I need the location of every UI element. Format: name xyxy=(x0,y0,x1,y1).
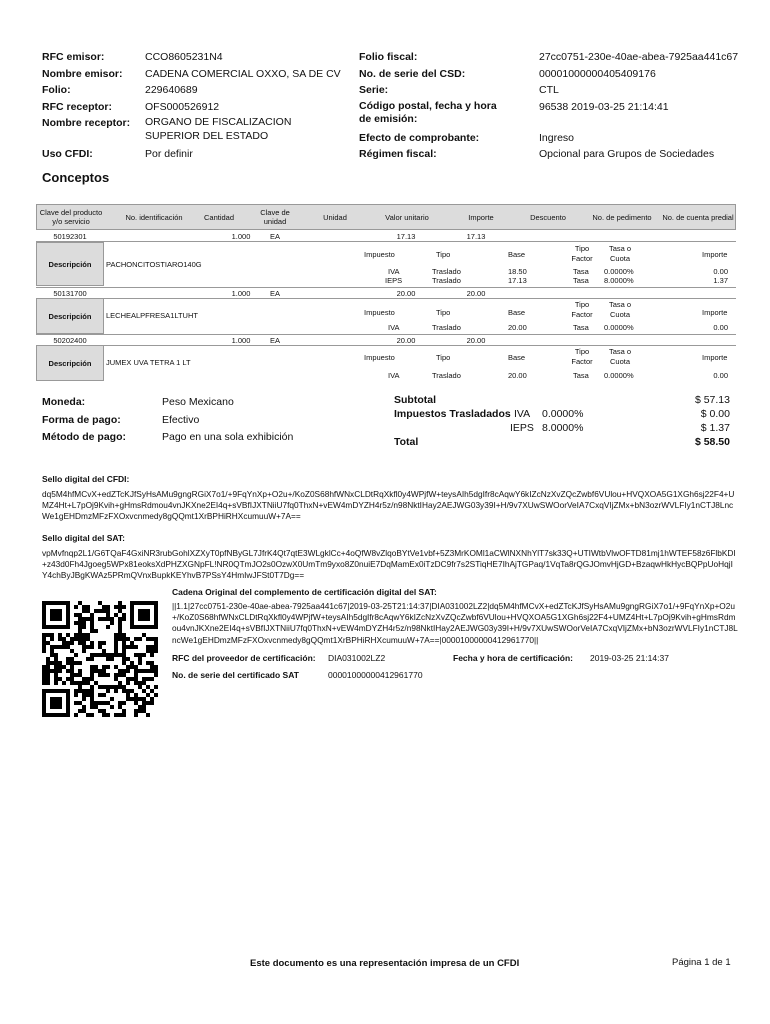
field-value: Peso Mexicano xyxy=(162,396,234,408)
col-no-pedimento: No. de pedimento xyxy=(592,213,652,222)
field-label: Efecto de comprobante: xyxy=(359,131,480,144)
item-descripcion: PACHONCITOSTIARO140G xyxy=(106,260,202,269)
field-label: Moneda: xyxy=(42,396,86,408)
fecha-cert-value: 2019-03-25 21:14:37 xyxy=(590,653,669,663)
tax-importe: 0.00 xyxy=(713,267,728,276)
field-value: ORGANO DE FISCALIZACION SUPERIOR DEL ESTADO xyxy=(145,116,292,142)
col-clave: Clave del producto y/o servicio xyxy=(39,208,103,226)
field-label: Método de pago: xyxy=(42,431,126,443)
item-unidad: EA xyxy=(269,336,280,345)
totals-block xyxy=(394,393,730,449)
folio-fiscal-row xyxy=(359,49,739,66)
cadena-value: ||1.1|27cc0751-230e-40ae-abea-7925aa441c67|2019-03-25T21:14:37|DIA031002LZ2|dq5M4hfMCvX+edZTcKJfSyHsAMu9gngRGiX7o1/+9FqYnXp+O2u+/KoZ0S68hfWNxCLDtRqXkfl0y4WPjfW+teysAIh5dgIfr8cAqwY6kIZcNzXvZQcZwbf6VUlou+HVQXOA5G1XGh6sj22F4+UMZ4Ht+L7pOj9Kvih+gHmsRdmou4vnJKXne2EI4q+sVBfIJXTNiiU7fq0ThxN+vEW4mDYZH4r5z/n98NktIHay2AEJWG03y39I+H/9v7XUwSWOorVeIA7CxqVIjZMx+bN3ozrWVLFIy1nCTJ8LncWe1gEHDmzMFzFXOxvcnmedy8gQQmt1XrBPHiRHXcumuuW+7A==|00001000000412961770|| xyxy=(172,601,738,645)
item-importe: 17.13 xyxy=(466,232,486,241)
item-importe: 20.00 xyxy=(466,336,486,345)
tax-base: 20.00 xyxy=(508,323,527,332)
tax-h-base: Base xyxy=(508,308,526,317)
tax-h-impuesto: Impuesto xyxy=(364,308,395,317)
tax-base: 17.13 xyxy=(508,276,527,285)
col-importe: Importe xyxy=(468,213,494,222)
descripcion-label: Descripción xyxy=(48,260,92,269)
field-value: 00001000000405409176 xyxy=(539,67,656,80)
tax-h-importe: Importe xyxy=(702,250,728,259)
sello-cfdi-label: Sello digital del CFDI: xyxy=(42,474,130,484)
iva-label: IVA xyxy=(514,408,531,420)
iva-amount: $ 0.00 xyxy=(700,408,730,420)
tax-impuesto: IVA xyxy=(388,371,400,380)
tax-factor: Tasa xyxy=(573,371,589,380)
tax-tipo: Traslado xyxy=(432,267,461,276)
field-value: Opcional para Grupos de Sociedades xyxy=(539,148,715,160)
total-label: Total xyxy=(394,436,419,448)
col-no-ident: No. identificación xyxy=(125,213,183,222)
tax-h-tipo: Tipo xyxy=(436,308,451,317)
footer-note: Este documento es una representación impresa de un CFDI xyxy=(250,958,520,969)
tax-tipo: Traslado xyxy=(432,323,461,332)
field-value: CADENA COMERCIAL OXXO, SA DE CV xyxy=(145,67,341,80)
tax-importe: 0.00 xyxy=(713,371,728,380)
item-cantidad: 1.000 xyxy=(231,232,251,241)
folio-row xyxy=(42,82,352,99)
cadena-label: Cadena Original del complemento de certificación digital del SAT: xyxy=(172,587,437,597)
moneda-row xyxy=(42,394,362,412)
page-number: Página 1 de 1 xyxy=(672,957,731,968)
forma-pago-row xyxy=(42,412,362,430)
rfc-prov-label: RFC del proveedor de certificación: xyxy=(172,653,316,663)
tax-h-tipo: Tipo xyxy=(436,250,451,259)
uso-cfdi-row xyxy=(42,146,352,163)
fecha-cert-label: Fecha y hora de certificación: xyxy=(453,653,573,663)
tax-h-importe: Importe xyxy=(702,308,728,317)
ieps-rate: 8.0000% xyxy=(542,422,584,434)
field-label: RFC receptor: xyxy=(42,100,113,113)
emision-row xyxy=(359,99,739,130)
field-label: Forma de pago: xyxy=(42,413,121,426)
item-clave: 50202400 xyxy=(53,336,87,345)
tax-base: 18.50 xyxy=(508,267,527,276)
regimen-row xyxy=(359,146,739,163)
field-label: No. de serie del CSD: xyxy=(359,67,466,80)
iva-rate: 0.0000% xyxy=(542,408,584,420)
field-value: Por definir xyxy=(145,148,193,160)
no-serie-sat-label: No. de serie del certificado SAT xyxy=(172,670,299,680)
field-label: RFC emisor: xyxy=(42,51,105,63)
tax-h-base: Base xyxy=(508,353,526,362)
payment-block xyxy=(42,394,362,447)
field-label: Nombre receptor: xyxy=(42,117,131,129)
issuer-block xyxy=(42,49,352,163)
item-valor: 20.00 xyxy=(396,289,416,298)
tax-factor: Tasa xyxy=(573,267,589,276)
col-no-cuenta: No. de cuenta predial xyxy=(662,213,734,222)
ieps-label: IEPS xyxy=(510,422,534,434)
subtotal-value: $ 57.13 xyxy=(694,394,730,406)
impuestos-label: Impuestos Trasladados xyxy=(394,408,511,420)
item-unidad: EA xyxy=(269,232,280,241)
tax-tipo: Traslado xyxy=(432,371,461,380)
sello-sat-label: Sello digital del SAT: xyxy=(42,533,125,543)
tax-importe: 0.00 xyxy=(713,323,728,332)
col-valor-unitario: Valor unitario xyxy=(385,213,429,222)
item-clave: 50131700 xyxy=(53,289,87,298)
item-valor: 17.13 xyxy=(396,232,416,241)
descripcion-label-cell xyxy=(36,242,104,286)
field-value: CCO8605231N4 xyxy=(145,51,223,63)
tax-h-factor: Tipo Factor xyxy=(571,347,593,366)
total-value: $ 58.50 xyxy=(694,436,730,448)
item-unidad: EA xyxy=(269,289,280,298)
tax-h-tasa: Tasa o Cuota xyxy=(608,347,632,366)
item-descripcion: JUMEX UVA TETRA 1 LT xyxy=(106,358,191,367)
sello-sat-value: vpMvfnqp2L1/G6TQaF4GxiNR3rubGohlXZXyT0pfNByGL7JfrK4Qt7qtE3WLgklCc+4oQfW8vZlqoBYtVe1vbf+5Z3MrKOMl1aCWlNXNhYlT7sk33Q+UTIWtbVlwOFTD81mj1hWTEF58z6FlbKDI+z43d0Fh4Jgoeg5WPx81eoksXdPHZXGNpFL!NR0QTmJO2s0OzwX0UmTm9yxo8Z0nuiE7DqMamEx0iTzDC9fr7s2STiqHE7IhAjTGPaq/1VqTa8rQGJOmvHjGD+BzaqwHkHycBQPpUoHqjIY4chByJBgKWAz5PRmQVnxBupkKEYhvB7PSsY4HmIwJFSt0T7Dg== xyxy=(42,548,736,581)
item-importe: 20.00 xyxy=(466,289,486,298)
rfc-prov-value: DIA031002LZ2 xyxy=(328,653,386,663)
tax-h-importe: Importe xyxy=(702,353,728,362)
field-value: CTL xyxy=(539,84,559,96)
item-row xyxy=(36,231,736,242)
field-value: Ingreso xyxy=(539,131,575,144)
tax-impuesto: IVA xyxy=(388,267,400,276)
tax-h-factor: Tipo Factor xyxy=(571,300,593,319)
field-label: Régimen fiscal: xyxy=(359,148,437,160)
item-detail xyxy=(36,345,736,381)
tax-h-tasa: Tasa o Cuota xyxy=(608,300,632,319)
field-value: OFS000526912 xyxy=(145,100,220,113)
col-clave-unidad: Clave de unidad xyxy=(260,208,290,226)
item-cantidad: 1.000 xyxy=(231,336,251,345)
descripcion-label-cell xyxy=(36,345,104,381)
field-label: Uso CFDI: xyxy=(42,148,93,160)
serie-row xyxy=(359,82,739,99)
field-value: 27cc0751-230e-40ae-abea-7925aa441c67 xyxy=(539,51,739,63)
descripcion-label: Descripción xyxy=(48,359,92,368)
item-clave: 50192301 xyxy=(53,232,87,241)
col-cantidad: Cantidad xyxy=(203,213,235,222)
tax-impuesto: IVA xyxy=(388,323,400,332)
metodo-pago-row xyxy=(42,429,362,447)
rfc-receptor-row xyxy=(42,99,352,116)
item-descripcion: LECHEALPFRESA1LTUHT xyxy=(106,311,198,320)
col-descuento: Descuento xyxy=(530,213,566,222)
serie-csd-row xyxy=(359,66,739,83)
efecto-row xyxy=(359,130,739,147)
tax-h-tasa: Tasa o Cuota xyxy=(608,244,632,263)
item-detail xyxy=(36,242,736,286)
items-table-header xyxy=(36,204,736,230)
descripcion-label: Descripción xyxy=(48,312,92,321)
tax-tasa: 0.0000% xyxy=(604,267,634,276)
qr-code-image xyxy=(42,601,158,717)
tax-tasa: 8.0000% xyxy=(604,276,634,285)
item-detail xyxy=(36,298,736,334)
tax-h-tipo: Tipo xyxy=(436,353,451,362)
tax-h-base: Base xyxy=(508,250,526,259)
item-valor: 20.00 xyxy=(396,336,416,345)
tax-h-impuesto: Impuesto xyxy=(364,250,395,259)
conceptos-title: Conceptos xyxy=(42,170,110,185)
subtotal-label: Subtotal xyxy=(394,394,436,406)
col-unidad: Unidad xyxy=(323,213,347,222)
tax-tipo: Traslado xyxy=(432,276,461,285)
field-label: Nombre emisor: xyxy=(42,67,123,80)
field-label: Serie: xyxy=(359,84,389,96)
tax-factor: Tasa xyxy=(573,323,589,332)
ieps-amount: $ 1.37 xyxy=(700,422,730,434)
tax-h-impuesto: Impuesto xyxy=(364,353,395,362)
no-serie-sat-value: 00001000000412961770 xyxy=(328,670,423,680)
rfc-emisor-row xyxy=(42,49,352,66)
tax-impuesto: IEPS xyxy=(385,276,403,285)
field-value: 229640689 xyxy=(145,84,198,96)
item-cantidad: 1.000 xyxy=(231,289,251,298)
field-value: Efectivo xyxy=(162,413,200,426)
nombre-emisor-row xyxy=(42,66,352,83)
field-value: Pago en una sola exhibición xyxy=(162,431,294,443)
field-label: Folio: xyxy=(42,84,71,96)
tax-tasa: 0.0000% xyxy=(604,371,634,380)
tax-h-factor: Tipo Factor xyxy=(571,244,593,263)
field-label: Folio fiscal: xyxy=(359,51,418,63)
tax-factor: Tasa xyxy=(573,276,589,285)
field-label: Código postal, fecha y hora de emisión: xyxy=(359,99,497,125)
nombre-receptor-row xyxy=(42,115,352,146)
tax-importe: 1.37 xyxy=(713,276,728,285)
sello-cfdi-value: dq5M4hfMCvX+edZTcKJfSyHsAMu9gngRGiX7o1/+9FqYnXp+O2u+/KoZ0S68hfWNxCLDtRqXkfl0y4WPjfW+teysAIh5dgIfr8cAqwY6kIZcNzXvZQcZwbf6VUlou+HVQXOA5G1XGh6sj22F4+UMZ4Ht+L7pOj9Kvih+gHmsRdmou4vnJKXne2EI4q+sVBfIJXTNiiU7fq0ThxN+vEW4mDYZH4r5z/n98NktIHay2AEJWG03y39I+H/9v7XUwSWOorVeIA7CxqVIjZMx+bN3ozrWVLFIy1nCTJ8LncWe1gEHDmzMFzFXOxvcnmedy8gQQmt1XrBPHiRHXcumuuW+7A== xyxy=(42,489,735,522)
tax-base: 20.00 xyxy=(508,371,527,380)
fiscal-block xyxy=(359,49,739,163)
descripcion-label-cell xyxy=(36,298,104,334)
field-value: 96538 2019-03-25 21:14:41 xyxy=(539,100,669,113)
tax-tasa: 0.0000% xyxy=(604,323,634,332)
